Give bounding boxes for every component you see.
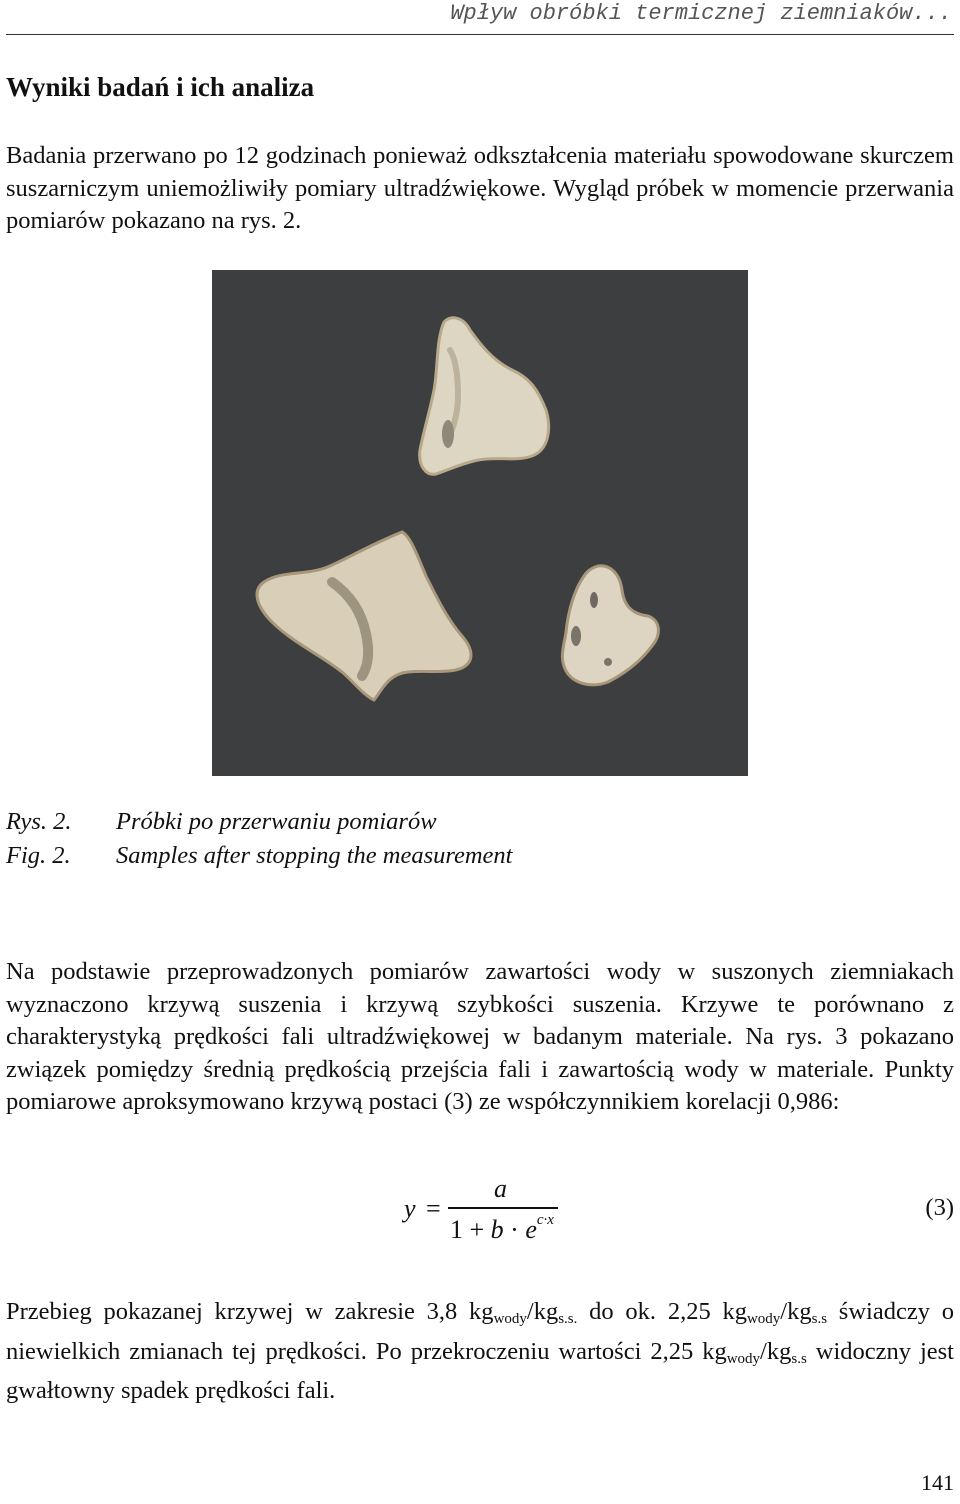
caption-text-en: Samples after stopping the measurement: [116, 842, 513, 869]
caption-label-pl: Rys. 2.: [6, 808, 72, 835]
equation-3: [404, 1174, 564, 1254]
paragraph-curve-description: Przebieg pokazanej krzywej w zakresie 3,8 $kg_{wody}/kg_{s.s.}$ do ok. 2,25 $kg_{wody}/kg_{s.s}$ świadczy o niewielkich zmianach tej prędkości. Po przekroczeniu wartości 2,25 $kg_{wody}/kg_{s.s}$ widoczny jest gwałtowny spadek prędkości fali.: [6, 1298, 954, 1404]
equation-equals: =: [426, 1194, 441, 1223]
running-head: [6, 0, 954, 35]
running-head-title: Wpływ obróbki termicznej ziemniaków...: [450, 1, 952, 26]
equation-number: (3): [925, 1194, 954, 1221]
equation-denominator: $1 + b \cdot e^{c\cdot x}$: [450, 1212, 554, 1244]
page-number: 141: [921, 1470, 954, 1495]
section-heading: Wyniki badań i ich analiza: [6, 72, 315, 102]
samples-photo-illustration: [212, 270, 748, 776]
equation-lhs: y: [404, 1194, 416, 1223]
equation-numerator: a: [494, 1174, 507, 1203]
figure-caption-en: [6, 842, 513, 870]
paragraph-intro: Badania przerwano po 12 godzinach ponieważ odkształcenia materiału spowodowane skurczem suszarniczym uniemożliwiły pomiary ultradźwiękowe. Wygląd próbek w momencie przerwania pomiarów pokazano na rys. 2.: [6, 142, 954, 234]
paragraph-results: Na podstawie przeprowadzonych pomiarów zawartości wody w suszonych ziemniakach wyznaczono krzywą suszenia i krzywą szybkości suszenia. Krzywe te porównano z charakterystyką prędkości fali ultradźwiękowej w badanym materiale. Na rys. 3 pokazano związek pomiędzy średnią prędkością przejścia fali i zawartością wody w materiale. Punkty pomiarowe aproksymowano krzywą postaci (3) ze współczynnikiem korelacji 0,986:: [6, 958, 954, 1115]
fraction-bar: [448, 1207, 558, 1209]
caption-label-en: Fig. 2.: [6, 842, 71, 869]
figure-photo-samples: [212, 270, 748, 776]
caption-text-pl: Próbki po przerwaniu pomiarów: [116, 808, 437, 835]
figure-caption-pl: [6, 808, 437, 836]
